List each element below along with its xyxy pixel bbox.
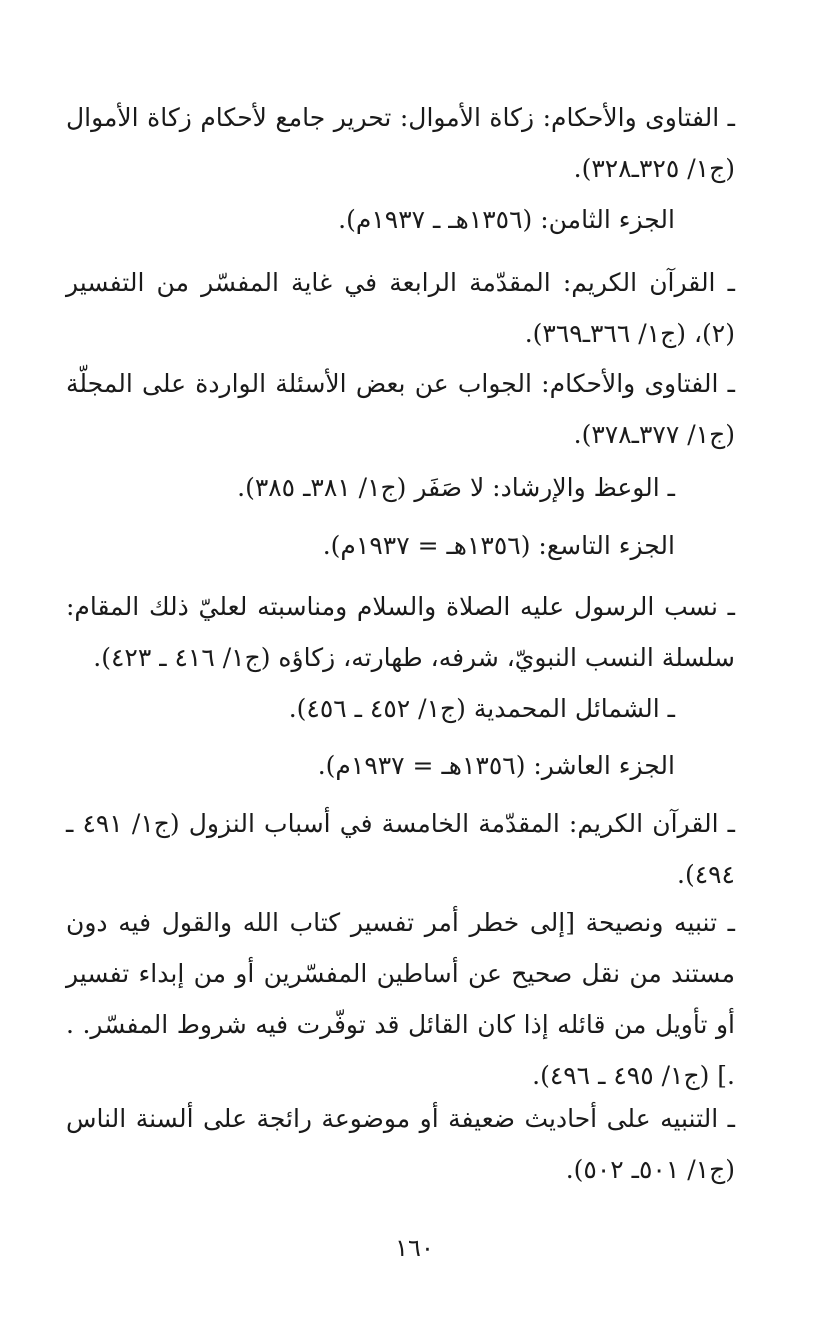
part-ten-heading: الجزء العاشر: (١٣٥٦هـ = ١٩٣٧م). xyxy=(317,751,675,780)
page-number: ١٦٠ xyxy=(395,1234,434,1262)
entry-preaching-safar: ـ الوعظ والإرشاد: لا صَفَر (ج١/ ٣٨١ـ ٣٨٥). xyxy=(237,473,675,502)
entry-quran-fifth-introduction: ـ القرآن الكريم: المقدّمة الخامسة في أسباب النزول (ج١/ ٤٩١ ـ ٤٩٤). xyxy=(66,809,735,889)
entry-muhammadan-traits: ـ الشمائل المحمدية (ج١/ ٤٥٢ ـ ٤٥٦). xyxy=(288,694,675,723)
part-nine-heading: الجزء التاسع: (١٣٥٦هـ = ١٩٣٧م). xyxy=(322,531,675,560)
entry-prophet-lineage: ـ نسب الرسول عليه الصلاة والسلام ومناسبته لعليّ ذلك المقام: سلسلة النسب النبويّ، شرفه، طهارته، زكاؤه (ج١/ ٤١٦ ـ ٤٢٣). xyxy=(66,592,735,672)
entry-fatwa-answers: ـ الفتاوى والأحكام: الجواب عن بعض الأسئلة الواردة على المجلّة (ج١/ ٣٧٧ـ٣٧٨). xyxy=(66,369,735,449)
entry-weak-hadiths-warning: ـ التنبيه على أحاديث ضعيفة أو موضوعة رائجة على ألسنة الناس (ج١/ ٥٠١ـ ٥٠٢). xyxy=(66,1104,735,1184)
entry-quran-fourth-introduction: ـ القرآن الكريم: المقدّمة الرابعة في غاية المفسّر من التفسير (٢)، (ج١/ ٣٦٦ـ٣٦٩). xyxy=(66,268,735,348)
part-eight-heading: الجزء الثامن: (١٣٥٦هـ ـ ١٩٣٧م). xyxy=(338,205,675,234)
entry-warning-advice: ـ تنبيه ونصيحة [إلى خطر أمر تفسير كتاب الله والقول فيه دون مستند من نقل صحيح عن أساطين المفسّرين أو من إبداء تفسير أو تأويل من قائله إذا كان القائل قد توفّرت فيه شروط المفسّر. . .] (ج١/ ٤٩٥ ـ ٤٩٦). xyxy=(66,908,735,1090)
entry-zakat-funds: ـ الفتاوى والأحكام: زكاة الأموال: تحرير جامع لأحكام زكاة الأموال (ج١/ ٣٢٥ـ٣٢٨). xyxy=(66,103,735,183)
